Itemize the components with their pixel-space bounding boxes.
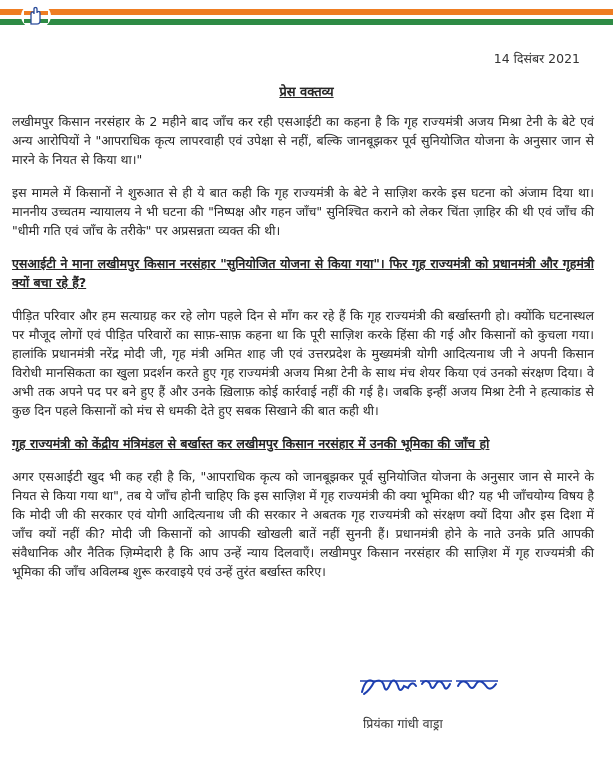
hand-icon [24, 5, 48, 27]
handwritten-signature [360, 672, 500, 710]
body-paragraph-4: अगर एसआईटी खुद भी कह रही है कि, "आपराधिक कृत्य को जानबूझकर पूर्व सुनियोजित योजना के अनुसार जान से मारने के नियत से किया गया था", तब ये जाँच होनी चाहिए कि इस साज़िश में गृह राज्यमंत्री की क्या भूमिका थी? यह भी जाँचयोग्य विषय है कि मोदी जी की सरकार एवं योगी आदित्यनाथ जी की सरकार ने अबतक गृह राज्यमंत्री को संरक्षण क्यों दिया और इस दिशा में जाँच क्यों नहीं की? मोदी जी किसानों को आपकी खोखली बातें नहीं सुननी हैं। प्रधानमंत्री होने के नाते उनके प्रति आपकी संवैधानिक और नैतिक ज़िम्मेदारी है कि आप उन्हें न्याय दिलवाएँ। लखीमपुर किसान नरसंहार की साज़िश में गृह राज्यमंत्री की भूमिका की जाँच अविलम्ब शुरू करवाइये एवं उन्हें तुरंत बर्खास्त करिए। [12, 469, 594, 579]
document-date: 14 दिसंबर 2021 [493, 51, 580, 66]
body-paragraph-3: पीड़ित परिवार और हम सत्याग्रह कर रहे लोग पहले दिन से माँग कर रहे हैं कि गृह राज्यमंत्री की बर्खास्तगी हो। क्योंकि घटनास्थल पर मौजूद लोगों एवं पीड़ित परिवारों का साफ़-साफ़ कहना था कि पूरी साज़िश करके हिंसा की गई और किसानों को कुचला गया। हालांकि प्रधानमंत्री नरेंद्र मोदी जी, गृह मंत्री अमित शाह जी एवं उत्तरप्रदेश के मुख्यमंत्री योगी आदित्यनाथ जी ने अपनी किसान विरोधी मानसिकता का खुला प्रदर्शन करते हुए गृह राज्यमंत्री अजय मिश्रा टेनी के साथ मंच शेयर किया एवं उनको संरक्षण दिया। वे अभी तक अपने पद पर बने हुए हैं और उनके ख़िलाफ़ कोई कार्रवाई नहीं की गई है। जबकि इन्हीं अजय मिश्रा टेनी ने हत्याकांड से कुछ दिन पहले किसानों को मंच से धमकी देते हुए सबक सिखाने की बात कही थी। [12, 308, 594, 418]
signatory-name: प्रियंका गांधी वाड्रा [363, 716, 443, 731]
section-heading-2: गृह राज्यमंत्री को केंद्रीय मंत्रिमंडल से बर्खास्त कर लखीमपुर किसान नरसंहार में उनकी भूमिका की जाँच हो [12, 436, 490, 451]
document-body [12, 112, 594, 595]
signature-image [360, 672, 500, 706]
document-title: प्रेस वक्तव्य [279, 85, 334, 100]
party-logo [21, 3, 51, 29]
tricolor-green-band [0, 19, 613, 25]
body-paragraph-1: लखीमपुर किसान नरसंहार के 2 महीने बाद जाँच कर रही एसआईटी का कहना है कि गृह राज्यमंत्री अजय मिश्रा टेनी के बेटे एवं अन्य आरोपियों ने "आपराधिक कृत्य लापरवाही एवं उपेक्षा से नहीं, बल्कि जानबूझकर पूर्व सुनियोजित योजना के अनुसार जान से मारने के नियत से किया था।" [12, 114, 594, 167]
section-heading-1: एसआईटी ने माना लखीमपुर किसान नरसंहार "सुनियोजित योजना से किया गया"। फिर गृह राज्यमंत्री को प्रधानमंत्री और गृहमंत्री क्यों बचा रहे हैं? [12, 256, 594, 290]
body-paragraph-2: इस मामले में किसानों ने शुरुआत से ही ये बात कही कि गृह राज्यमंत्री के बेटे ने साज़िश करके इस घटना को अंजाम दिया था। माननीय उच्चतम न्यायालय ने भी घटना की "निष्पक्ष और गहन जाँच" सुनिश्चित कराने को लेकर चिंता ज़ाहिर की थी एवं जाँच की "धीमी गति एवं जाँच के तरीके" पर अप्रसन्नता व्यक्त की थी। [12, 185, 594, 238]
